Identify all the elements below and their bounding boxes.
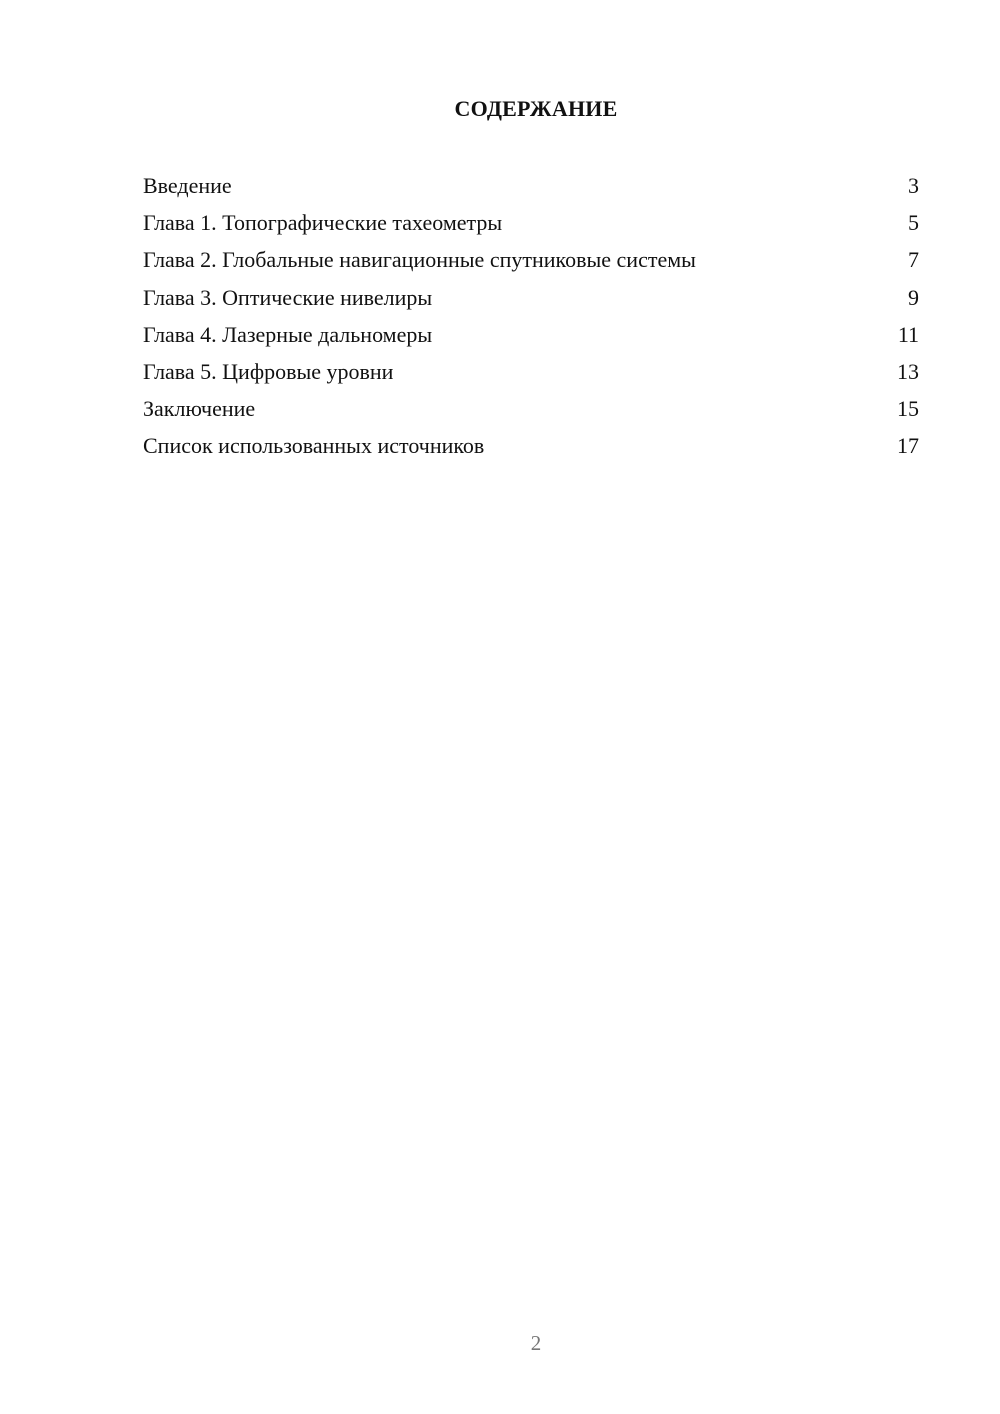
toc-heading: СОДЕРЖАНИЕ: [454, 96, 618, 121]
toc-entry-chapter-5: [143, 353, 919, 390]
toc-entry-chapter-2: [143, 241, 919, 278]
toc-entry-conclusion: [143, 390, 919, 427]
toc-entry-references: [143, 427, 919, 464]
toc-entry-title: Заключение: [143, 396, 256, 422]
toc-entry-page-number: 13: [897, 358, 919, 384]
toc-entry-title: Введение: [143, 173, 232, 198]
toc-entry-page-number: 7: [908, 247, 919, 273]
toc-entry-page-number: 11: [897, 321, 919, 347]
table-of-contents: [143, 167, 919, 465]
toc-entry-title: Глава 5. Цифровые уровни: [143, 358, 394, 384]
toc-entry-chapter-3: [143, 279, 919, 316]
toc-entry-title: Список использованных источников: [143, 433, 485, 459]
toc-entry-page-number: 17: [897, 433, 919, 459]
toc-entry-title: Глава 2. Глобальные навигационные спутниковые системы: [143, 247, 696, 273]
toc-entry-introduction: [143, 167, 919, 204]
toc-entry-page-number: 9: [908, 284, 919, 310]
toc-entry-chapter-4: [143, 316, 919, 353]
toc-entry-page-number: 5: [908, 210, 919, 236]
page-number: 2: [530, 1331, 542, 1355]
toc-entry-title: Глава 1. Топографические тахеометры: [143, 210, 503, 236]
toc-entry-title: Глава 3. Оптические нивелиры: [143, 284, 433, 310]
toc-entry-chapter-1: [143, 204, 919, 241]
toc-entry-title: Глава 4. Лазерные дальномеры: [143, 321, 433, 347]
toc-entry-page-number: 3: [908, 173, 919, 198]
toc-entry-page-number: 15: [897, 396, 919, 422]
